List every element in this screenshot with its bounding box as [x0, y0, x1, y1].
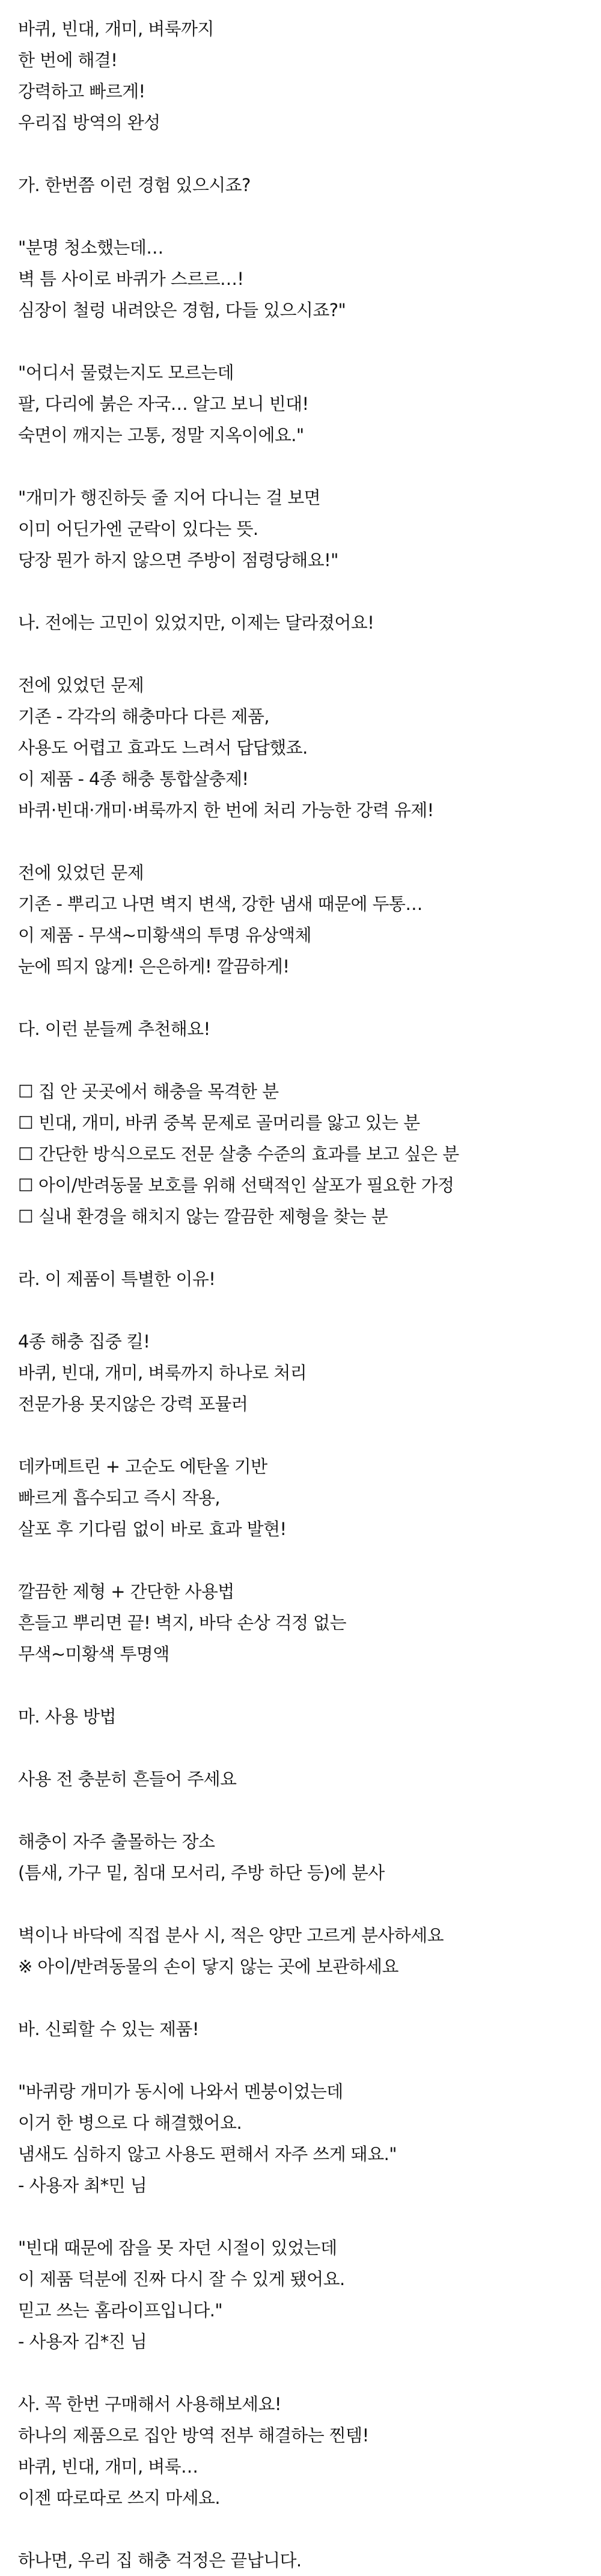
text-line: (틈새, 가구 밑, 침대 모서리, 주방 하단 등)에 분사 — [18, 1863, 385, 1883]
text-paragraph — [18, 232, 601, 326]
paragraph-spacer — [18, 138, 601, 169]
paragraph-spacer — [18, 1795, 601, 1826]
paragraph-spacer — [18, 826, 601, 857]
text-line: 우리집 방역의 완성 — [18, 112, 160, 133]
text-line: 하나의 제품으로 집안 방역 전부 해결하는 찐템! — [18, 2425, 369, 2446]
text-line: 사용도 어렵고 효과도 느려서 답답했죠. — [18, 737, 308, 758]
text-paragraph — [18, 1076, 601, 1232]
text-line: "어디서 물렸는지도 모르는데 — [18, 362, 234, 383]
text-line: 다. 이런 분들께 추천해요! — [18, 1019, 210, 1039]
text-line: 기존 - 뿌리고 나면 벽지 변색, 강한 냄새 때문에 두통… — [18, 894, 423, 914]
text-line: 라. 이 제품이 특별한 이유! — [18, 1269, 216, 1289]
paragraph-spacer — [18, 1545, 601, 1576]
text-line: 냄새도 심하지 않고 사용도 편해서 자주 쓰게 돼요." — [18, 2144, 397, 2164]
text-line: 당장 뭔가 하지 않으면 주방이 점령당해요!" — [18, 550, 338, 570]
text-line: 바퀴, 빈대, 개미, 벼룩까지 — [18, 19, 214, 39]
text-line: 이거 한 병으로 다 해결했어요. — [18, 2113, 242, 2133]
text-line: 마. 사용 방법 — [18, 1706, 116, 1727]
text-line: 살포 후 기다림 없이 바로 효과 발현! — [18, 1519, 287, 1539]
text-paragraph — [18, 482, 601, 576]
paragraph-spacer — [18, 1045, 601, 1076]
text-line: 전문가용 못지않은 강력 포뮬러 — [18, 1394, 248, 1414]
text-line: 한 번에 해결! — [18, 50, 118, 70]
text-paragraph — [18, 2545, 601, 2576]
paragraph-spacer — [18, 1420, 601, 1451]
text-paragraph — [18, 1576, 601, 1670]
paragraph-spacer — [18, 1295, 601, 1326]
paragraph-spacer — [18, 2357, 601, 2388]
text-line: 흔들고 뿌리면 끝! 벽지, 바닥 손상 걱정 없는 — [18, 1613, 347, 1633]
paragraph-spacer — [18, 638, 601, 670]
text-line: 숙면이 깨지는 고통, 정말 지옥이에요." — [18, 425, 304, 445]
text-line: ☐ 빈대, 개미, 바퀴 중복 문제로 골머리를 앓고 있는 분 — [18, 1113, 420, 1133]
text-paragraph — [18, 1920, 601, 1982]
text-paragraph — [18, 857, 601, 982]
text-line: 강력하고 빠르게! — [18, 81, 145, 102]
text-paragraph — [18, 2232, 601, 2357]
text-line: 전에 있었던 문제 — [18, 862, 144, 883]
text-paragraph — [18, 357, 601, 451]
text-paragraph — [18, 1701, 601, 1732]
text-line: 깔끔한 제형 + 간단한 사용법 — [18, 1581, 234, 1602]
text-line: 바퀴, 빈대, 개미, 벼룩… — [18, 2456, 198, 2477]
paragraph-spacer — [18, 1670, 601, 1701]
paragraph-spacer — [18, 2513, 601, 2545]
text-line: 눈에 띄지 않게! 은은하게! 깔끔하게! — [18, 956, 290, 977]
text-paragraph — [18, 13, 601, 138]
text-paragraph — [18, 607, 601, 638]
paragraph-spacer — [18, 326, 601, 357]
text-line: 데카메트린 + 고순도 에탄올 기반 — [18, 1456, 267, 1477]
text-line: 해충이 자주 출몰하는 장소 — [18, 1831, 215, 1852]
text-line: 벽 틈 사이로 바퀴가 스르르…! — [18, 269, 244, 289]
text-line: 믿고 쓰는 홈라이프입니다." — [18, 2300, 223, 2321]
text-paragraph — [18, 1326, 601, 1420]
paragraph-spacer — [18, 982, 601, 1013]
text-line: 심장이 철렁 내려앉은 경험, 다들 있으시죠?" — [18, 300, 346, 320]
text-line: "분명 청소했는데… — [18, 237, 163, 258]
paragraph-spacer — [18, 576, 601, 607]
text-line: 사. 꼭 한번 구매해서 사용해보세요! — [18, 2394, 281, 2414]
text-line: "빈대 때문에 잠을 못 자던 시절이 있었는데 — [18, 2238, 337, 2258]
paragraph-spacer — [18, 1888, 601, 1920]
text-paragraph — [18, 1826, 601, 1888]
text-line: 바. 신뢰할 수 있는 제품! — [18, 2019, 199, 2039]
text-line: 이 제품 덕분에 진짜 다시 잘 수 있게 됐어요. — [18, 2269, 345, 2289]
text-line: 전에 있었던 문제 — [18, 675, 144, 695]
text-line: 바퀴, 빈대, 개미, 벼룩까지 하나로 처리 — [18, 1363, 307, 1383]
text-line: "바퀴랑 개미가 동시에 나와서 멘붕이었는데 — [18, 2081, 343, 2102]
text-paragraph — [18, 670, 601, 826]
paragraph-spacer — [18, 2045, 601, 2076]
text-line: 이젠 따로따로 쓰지 마세요. — [18, 2488, 221, 2508]
text-paragraph — [18, 169, 601, 201]
text-line: - 사용자 최*민 님 — [18, 2175, 147, 2196]
text-paragraph — [18, 2388, 601, 2513]
text-line: ☐ 간단한 방식으로도 전문 살충 수준의 효과를 보고 싶은 분 — [18, 1144, 459, 1164]
text-paragraph — [18, 1263, 601, 1295]
paragraph-spacer — [18, 451, 601, 482]
text-line: ☐ 아이/반려동물 보호를 위해 선택적인 살포가 필요한 가정 — [18, 1175, 454, 1195]
paragraph-spacer — [18, 201, 601, 232]
text-line: 팔, 다리에 붉은 자국… 알고 보니 빈대! — [18, 394, 309, 414]
text-line: 이 제품 - 무색~미황색의 투명 유상액체 — [18, 925, 311, 945]
text-line: 4종 해충 집중 킬! — [18, 1331, 150, 1352]
text-line: 빠르게 흡수되고 즉시 작용, — [18, 1488, 221, 1508]
text-paragraph — [18, 1013, 601, 1045]
paragraph-spacer — [18, 2201, 601, 2232]
text-paragraph — [18, 2013, 601, 2045]
text-line: 벽이나 바닥에 직접 분사 시, 적은 양만 고르게 분사하세요 — [18, 1925, 444, 1946]
text-line: 이미 어딘가엔 군락이 있다는 뜻. — [18, 519, 258, 539]
text-line: 이 제품 - 4종 해충 통합살충제! — [18, 769, 249, 789]
text-line: 무색~미황색 투명액 — [18, 1644, 169, 1664]
paragraph-spacer — [18, 1232, 601, 1263]
text-line: ☐ 실내 환경을 해치지 않는 깔끔한 제형을 찾는 분 — [18, 1206, 388, 1227]
text-paragraph — [18, 1451, 601, 1545]
text-line: 가. 한번쯤 이런 경험 있으시죠? — [18, 175, 251, 195]
text-line: 바퀴·빈대·개미·벼룩까지 한 번에 처리 가능한 강력 유제! — [18, 800, 434, 820]
text-line: ☐ 집 안 곳곳에서 해충을 목격한 분 — [18, 1081, 279, 1102]
text-paragraph — [18, 2076, 601, 2201]
text-line: 기존 - 각각의 해충마다 다른 제품, — [18, 706, 269, 727]
paragraph-spacer — [18, 1982, 601, 2013]
text-line: - 사용자 김*진 님 — [18, 2331, 147, 2352]
text-line: ※ 아이/반려동물의 손이 닿지 않는 곳에 보관하세요 — [18, 1956, 398, 1977]
text-line: "개미가 행진하듯 줄 지어 다니는 걸 보면 — [18, 487, 321, 508]
paragraph-spacer — [18, 1732, 601, 1763]
text-line: 나. 전에는 고민이 있었지만, 이제는 달라졌어요! — [18, 612, 374, 633]
text-line: 하나면, 우리 집 해충 걱정은 끝납니다. — [18, 2550, 302, 2571]
text-line: 사용 전 충분히 흔들어 주세요 — [18, 1769, 237, 1789]
text-paragraph — [18, 1763, 601, 1795]
